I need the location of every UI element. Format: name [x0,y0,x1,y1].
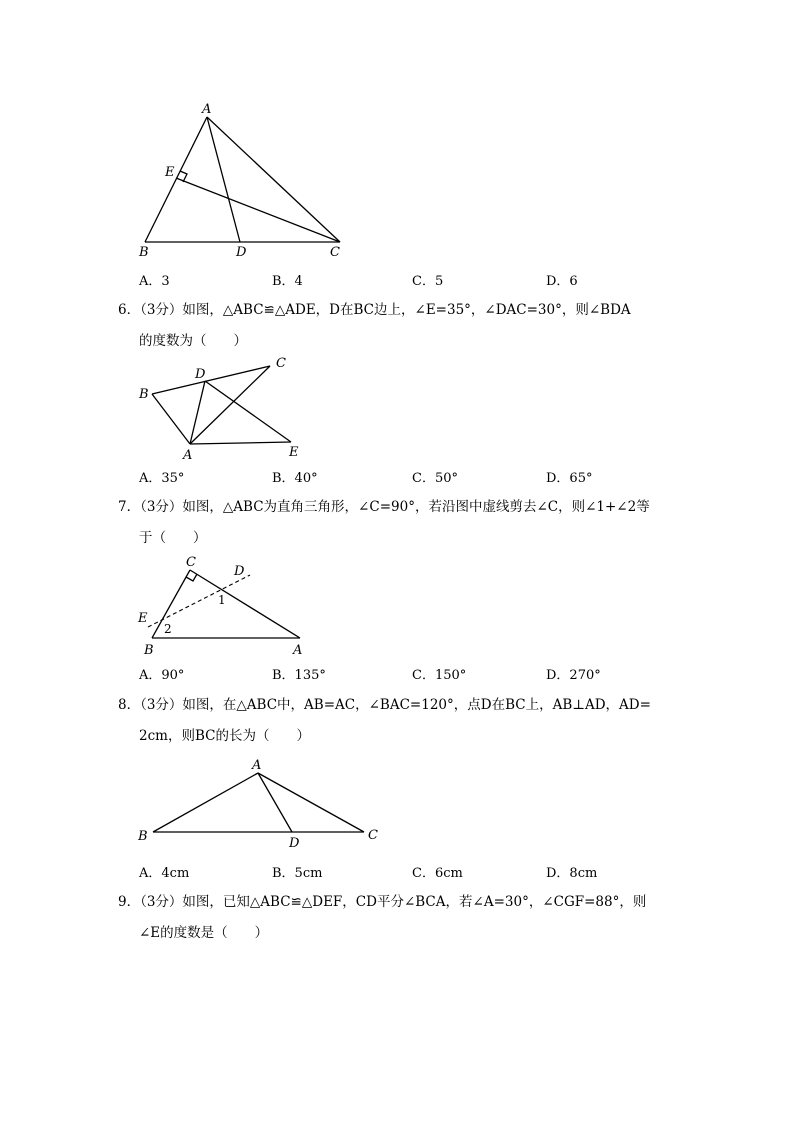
q9-stem-line1: 9．（3分）如图，已知△ABC≌△DEF，CD平分∠BCA，若∠A=30°，∠CGF=88°，则 [118,894,647,910]
label-2: 2 [164,622,172,636]
q6-option-c[interactable]: C．50° [412,471,458,486]
label-B: B [139,245,149,260]
segment-AC [258,773,364,832]
label-B: B [138,829,148,844]
segment-AB [153,773,258,832]
q7-stem-line1: 7．（3分）如图，△ABC为直角三角形，∠C=90°，若沿图中虚线剪去∠C，则∠1+∠2等 [118,499,650,515]
label-B: B [139,387,149,402]
q7-option-d[interactable]: D．270° [546,668,601,683]
q5-option-d[interactable]: D．6 [546,274,578,289]
label-D: D [289,836,300,851]
q7-option-c[interactable]: C．150° [412,668,467,683]
label-A: A [252,758,262,773]
label-D: D [195,367,206,382]
label-A: A [183,448,193,463]
q6-stem-line2: 的度数为（ ） [139,333,247,349]
label-C: C [368,828,378,843]
q6-option-b[interactable]: B．40° [272,471,318,486]
q5-option-a[interactable]: A．3 [139,274,170,289]
label-C: C [186,555,196,570]
q7-option-b[interactable]: B．135° [272,668,326,683]
label-D: D [234,564,245,579]
q5-option-c[interactable]: C．5 [412,274,444,289]
label-C: C [276,356,286,371]
q6-option-a[interactable]: A．35° [139,471,185,486]
label-B: B [144,643,154,658]
label-A: A [293,643,303,658]
q5-option-b[interactable]: B．4 [272,274,303,289]
q8-option-d[interactable]: D．8cm [546,866,598,881]
label-E: E [165,165,175,180]
label-E: E [289,445,299,460]
q8-stem-line2: 2cm，则BC的长为（ ） [139,728,310,744]
label-E: E [138,611,148,626]
label-C: C [330,245,340,260]
q8-option-b[interactable]: B．5cm [272,866,323,881]
q7-option-a[interactable]: A．90° [139,668,185,683]
q8-stem-line1: 8．（3分）如图，在△ABC中，AB=AC，∠BAC=120°，点D在BC上，AB⊥AD，AD= [118,697,651,713]
q6-stem-line1: 6．（3分）如图，△ABC≌△ADE，D在BC边上，∠E=35°，∠DAC=30°，则∠BDA [118,302,631,318]
q6-option-d[interactable]: D．65° [546,471,593,486]
q8-option-c[interactable]: C．6cm [412,866,463,881]
label-1: 1 [218,593,226,607]
q7-stem-line2: 于（ ） [139,530,207,546]
label-A: A [202,102,212,117]
q8-option-a[interactable]: A．4cm [139,866,190,881]
label-D: D [236,245,247,260]
q9-stem-line2: ∠E的度数是（ ） [139,925,269,941]
